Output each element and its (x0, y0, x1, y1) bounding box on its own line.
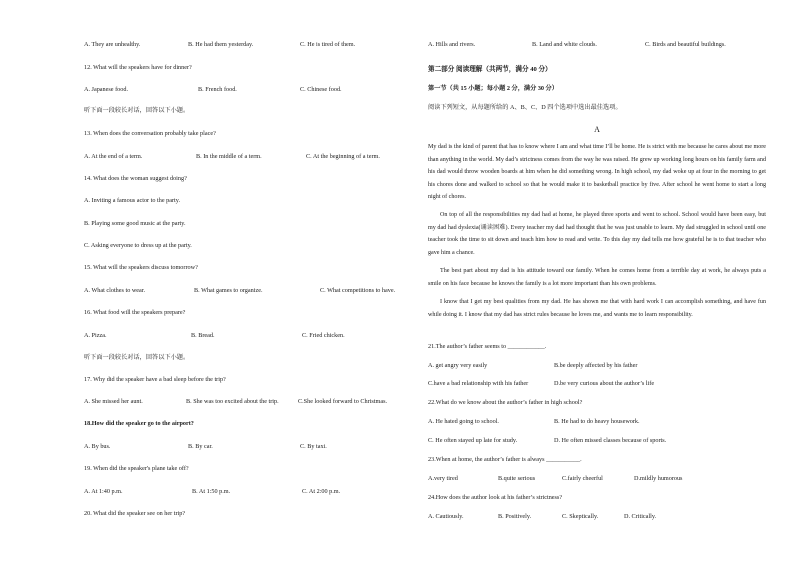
q24-option-b: B. Positively. (498, 513, 532, 520)
q14-option-c: C. Asking everyone to dress up at the party. (84, 242, 192, 249)
passage-paragraph-2: On top of all the responsibilities my dad had at home, he played three sports and went to school. School would have been easy, but my dad had dyslexia(诵读困难). Every teacher my dad had thought that he was just unable to learn. My dad struggled in school until one teacher took the time to sit down and teach him how to read and write. To this day my dad tells me how grateful he is to that teacher who gave him a chance. (428, 212, 766, 256)
q21-question: 21.The author’s father seems to ____________. (428, 343, 547, 350)
q23-option-a: A.very tired (428, 475, 458, 482)
q19-option-c: C. At 2:00 p.m. (302, 488, 341, 495)
q17-option-b: B. She was too excited about the trip. (186, 398, 279, 405)
q11-option-a: A. They are unhealthy. (84, 41, 141, 48)
q20-option-a: A. Hills and rivers. (428, 41, 476, 48)
q19-option-a: A. At 1:40 p.m. (84, 488, 123, 495)
q17-option-a: A. She missed her aunt. (84, 398, 143, 405)
q15-option-a: A. What clothes to wear. (84, 287, 146, 294)
q23-option-d: D.mildly humorous (634, 475, 683, 482)
passage-paragraph-3: The best part about my dad is his attitude toward our family. When he comes home from a terrible day at work, he always puts a smile on his face because he knows the family is a lot more important than his own problems. (428, 268, 766, 287)
q11-option-b: B. He had them yesterday. (188, 41, 254, 48)
q14-option-a: A. Inviting a famous actor to the party. (84, 197, 180, 204)
q16-option-c: C. Fried chicken. (302, 332, 345, 339)
q22-option-c: C. He often stayed up late for study. (428, 437, 518, 444)
q18-option-c: C. By taxi. (300, 443, 327, 450)
reading-instruction: 阅读下列短文，从每题所给的 A、B、C、D 四个选项中选出最佳选项。 (428, 104, 622, 111)
passage-label: A (594, 125, 600, 134)
q24-option-d: D. Critically. (624, 513, 657, 520)
q21-option-c: C.have a bad relationship with his father (428, 380, 529, 387)
q18-question: 18.How did the speaker go to the airport? (84, 420, 194, 427)
instruction-1: 听下面一段较长对话，回答以下小题。 (84, 107, 190, 114)
q16-option-b: B. Bread. (191, 332, 215, 339)
q24-option-a: A. Cautiously. (428, 513, 464, 520)
q14-option-b: B. Playing some good music at the party. (84, 220, 186, 227)
q11-option-c: C. He is tired of them. (300, 41, 356, 48)
q13-option-c: C. At the beginning of a term. (306, 153, 380, 160)
q22-question: 22.What do we know about the author’s father in high school? (428, 399, 583, 406)
q20-question: 20. What did the speaker see on her trip? (84, 510, 186, 517)
q13-question: 13. When does the conversation probably take place? (84, 130, 216, 137)
q17-option-c: C.She looked forward to Christmas. (298, 398, 388, 405)
q22-option-a: A. He hated going to school. (428, 418, 499, 425)
q13-option-a: A. At the end of a term. (84, 153, 143, 160)
instruction-2: 听下面一段较长对话，回答以下小题。 (84, 354, 190, 361)
section-one-heading: 第一节（共 15 小题；每小题 2 分，满分 30 分） (428, 85, 558, 92)
passage-paragraph-1: My dad is the kind of parent that has to know where I am and what time I’ll be home. He is strict with me because he cares about me more than anything in the world. My dad’s strictness comes from the way he was raised. He grew up working long hours on his family farm and his dad would throw wooden boards at him when he did something wrong. In high school, my dad woke up at four in the morning to get his chores done and walked to school so that he would make it to basketball practice by five. After school he went home to start a long night of chores. (428, 144, 766, 201)
q12-option-b: B. French food. (198, 86, 237, 93)
q20-option-b: B. Land and white clouds. (532, 41, 597, 48)
q13-option-b: B. In the middle of a term. (196, 153, 262, 160)
q18-option-a: A. By bus. (84, 443, 111, 450)
q17-question: 17. Why did the speaker have a bad sleep before the trip? (84, 376, 226, 383)
q12-question: 12. What will the speakers have for dinner? (84, 64, 192, 71)
q19-question: 19. When did the speaker's plane take off? (84, 465, 189, 472)
q22-option-b: B. He had to do heavy housework. (554, 418, 640, 425)
q16-option-a: A. Pizza. (84, 332, 107, 339)
passage-paragraph-4: I know that I get my best qualities from my dad. He has shown me that with hard work I can accomplish something, and have fun while doing it. I know that my dad has strict rules because he loves me, and wants me to learn responsibility. (428, 299, 766, 318)
q14-question: 14. What does the woman suggest doing? (84, 175, 187, 182)
q24-question: 24.How does the author look at his father’s strictness? (428, 494, 563, 501)
q12-option-a: A. Japanese food. (84, 86, 128, 93)
q18-option-b: B. By car. (188, 443, 213, 450)
part-two-heading: 第二部分 阅读理解（共两节，满分 40 分） (428, 66, 552, 73)
q21-option-b: B.be deeply affected by his father (554, 362, 638, 369)
q23-question: 23.When at home, the author’s father is always ___________. (428, 456, 582, 463)
q24-option-c: C. Skeptically. (562, 513, 599, 520)
q19-option-b: B. At 1:50 p.m. (192, 488, 231, 495)
q20-option-c: C. Birds and beautiful buildings. (645, 41, 726, 48)
q21-option-a: A. get angry very easily (428, 362, 488, 369)
q23-option-b: B.quite serious (498, 475, 536, 482)
q21-option-d: D.be very curious about the author’s life (554, 380, 655, 387)
q16-question: 16. What food will the speakers prepare? (84, 309, 186, 316)
q15-option-c: C. What competitions to have. (320, 287, 396, 294)
q22-option-d: D. He often missed classes because of sports. (554, 437, 667, 444)
q12-option-c: C. Chinese food. (300, 86, 342, 93)
q23-option-c: C.fairly cheerful (562, 475, 603, 482)
q15-question: 15. What will the speakers discuss tomorrow? (84, 264, 198, 271)
q15-option-b: B. What games to organize. (194, 287, 263, 294)
